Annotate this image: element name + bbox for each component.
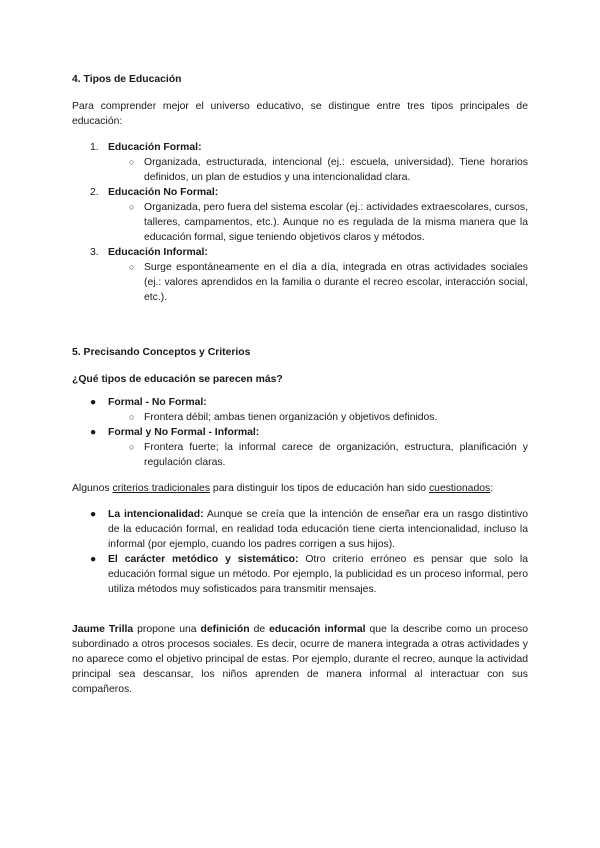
list-number: 1. [90, 142, 99, 153]
circle-bullet-icon: ○ [129, 262, 135, 272]
criteria-intro-text: Algunos [72, 483, 113, 494]
bold-term: definición [200, 624, 250, 635]
list-item [72, 552, 528, 597]
trilla-paragraph [72, 622, 528, 697]
criteria-intro-underlined: cuestionados [428, 483, 491, 494]
list-subitem [72, 440, 528, 470]
list-number: 3. [90, 247, 99, 258]
criteria-intro-text: : [490, 483, 494, 494]
list-subitem-text: Frontera fuerte; la informal carece de organización, estructura, planificación y regulación claras. [144, 442, 528, 468]
section5-heading: 5. Precisando Conceptos y Criterios [72, 347, 251, 358]
criteria-intro [72, 481, 528, 496]
circle-bullet-icon: ○ [129, 157, 135, 167]
list-item [72, 245, 528, 260]
education-types-list [72, 140, 528, 305]
list-subitem-text: Organizada, pero fuera del sistema escolar (ej.: actividades extraescolares, cursos, talleres, campamentos, etc.). Aunque no es regulada de la misma manera que la educación formal, sigue teniendo objetivos claros y métodos. [144, 202, 528, 243]
circle-bullet-icon: ○ [129, 202, 135, 212]
section4-intro: Para comprender mejor el universo educativo, se distingue entre tres tipos principales de educación: [72, 101, 528, 127]
bullet-icon: ● [90, 427, 97, 438]
criteria-list [72, 507, 528, 597]
list-item [72, 425, 528, 440]
criteria-title: El carácter metódico y sistemático: [108, 554, 299, 565]
list-item-title: Educación Informal: [108, 247, 208, 258]
pairs-list [72, 395, 528, 470]
bullet-icon: ● [90, 397, 97, 408]
bullet-icon: ● [90, 554, 97, 565]
paragraph-text: que la describe como un proceso subordinado a otros procesos sociales. Es decir, ocurre de manera integrada a otras actividades y no aparece como el objetivo principal de estas. Por ejemplo, durante el recreo, aunque la actividad principal sea descansar, los niños aprenden de manera informal al interactuar con sus compañeros. [72, 624, 528, 695]
criteria-text: Otro criterio erróneo es pensar que solo la educación formal sigue un método. Por ejemplo, la publicidad es un proceso informal, pero utiliza métodos muy sofisticados para transmitir mensajes. [108, 554, 529, 595]
section5-question: ¿Qué tipos de educación se parecen más? [72, 374, 283, 385]
circle-bullet-icon: ○ [129, 442, 135, 452]
bold-term: educación informal [269, 624, 366, 635]
list-item-title: Formal y No Formal - Informal: [108, 427, 260, 438]
criteria-intro-underlined: criterios tradicionales [112, 483, 211, 494]
list-item [72, 140, 528, 155]
list-item [72, 395, 528, 410]
list-item [72, 507, 528, 552]
list-subitem [72, 200, 528, 245]
paragraph-text: de [249, 624, 270, 635]
list-subitem-text: Organizada, estructurada, intencional (ej.: escuela, universidad). Tiene horarios definidos, un plan de estudios y una intencionalidad clara. [144, 157, 528, 183]
list-subitem-text: Frontera débil; ambas tienen organización y objetivos definidos. [144, 412, 438, 423]
list-item-title: Formal - No Formal: [108, 397, 207, 408]
list-item-title: Educación No Formal: [108, 187, 219, 198]
circle-bullet-icon: ○ [129, 412, 135, 422]
list-item [72, 185, 528, 200]
criteria-intro-text: para distinguir los tipos de educación han sido [210, 483, 429, 494]
section4-heading: 4. Tipos de Educación [72, 74, 182, 85]
list-number: 2. [90, 187, 99, 198]
criteria-title: La intencionalidad: [108, 509, 204, 520]
list-subitem [72, 410, 528, 425]
list-subitem [72, 155, 528, 185]
bullet-icon: ● [90, 509, 97, 520]
list-item-title: Educación Formal: [108, 142, 202, 153]
author-name: Jaume Trilla [72, 624, 134, 635]
list-subitem-text: Surge espontáneamente en el día a día, integrada en otras actividades sociales (ej.: valores aprendidos en la familia o durante el recreo escolar, interacción social, etc.). [144, 262, 528, 303]
list-subitem [72, 260, 528, 305]
paragraph-text: propone una [133, 624, 201, 635]
criteria-text: Aunque se creía que la intención de enseñar era un rasgo distintivo de la educación formal, en realidad toda educación tiene cierta intencionalidad, incluso la informal (por ejemplo, cuando los padres corrigen a sus hijos). [108, 509, 528, 550]
